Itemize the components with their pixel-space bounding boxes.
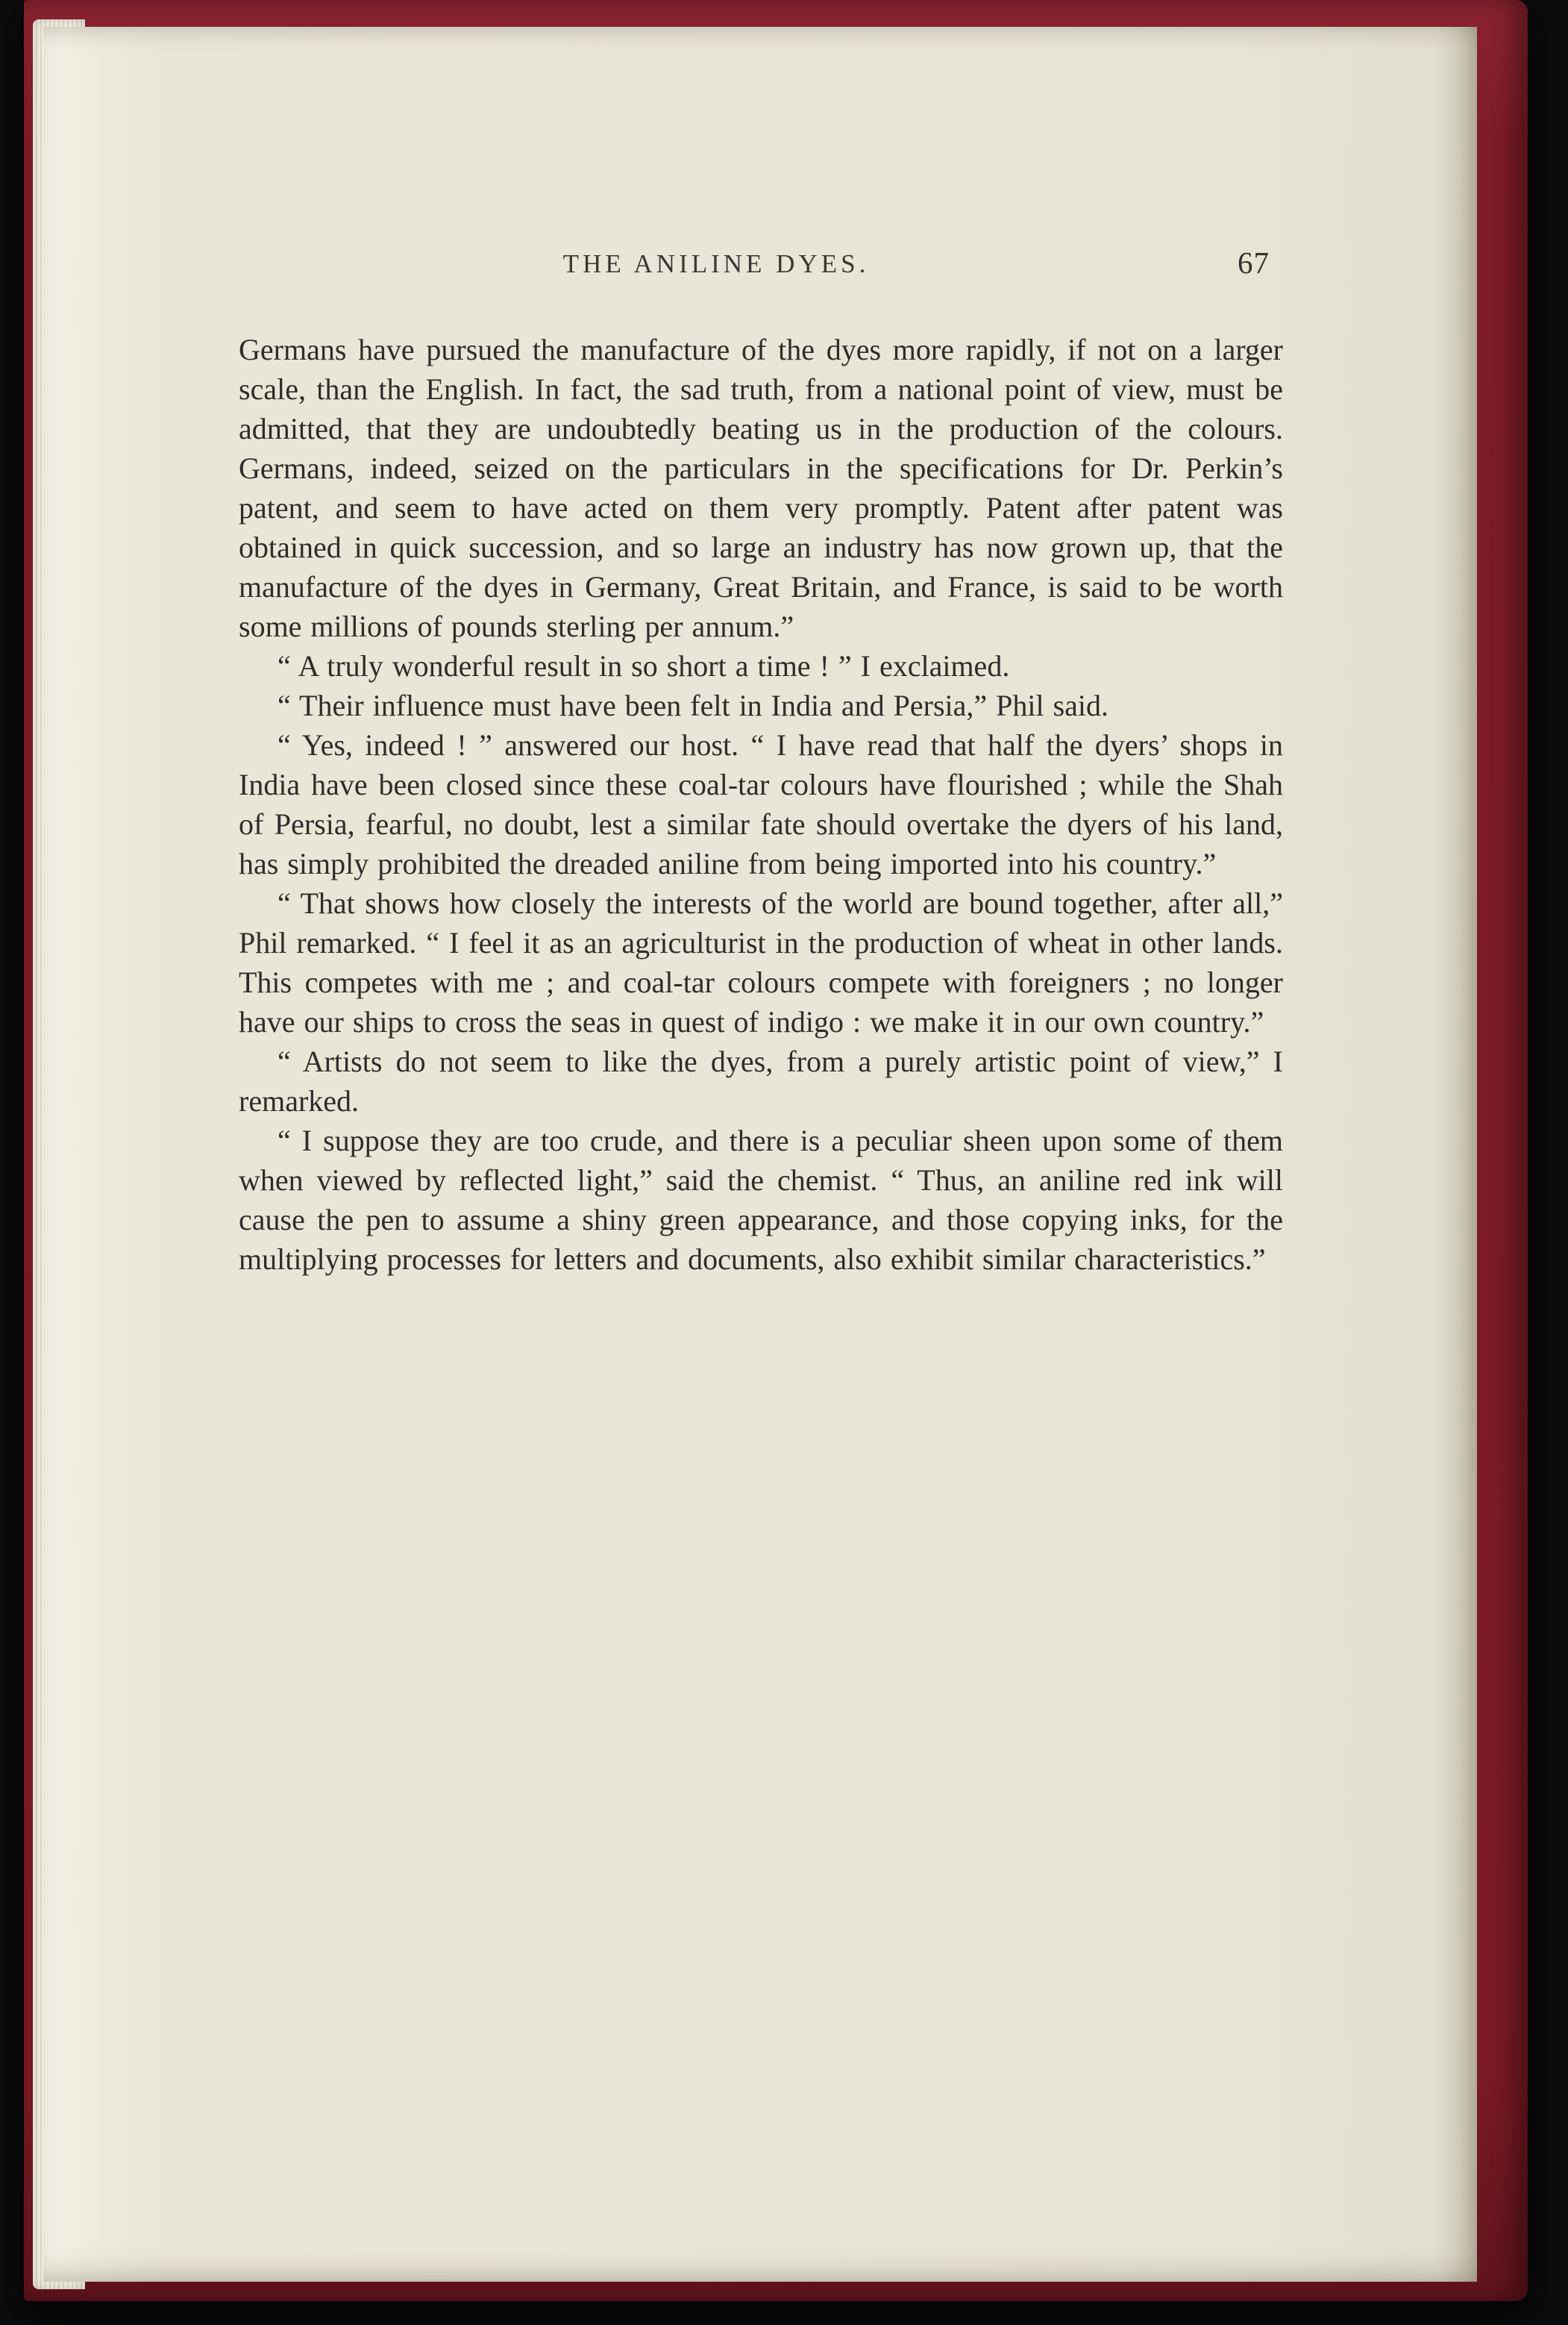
- paragraph: “ I suppose they are too crude, and there is a peculiar sheen upon some of them when viewed by reflected light,” said the chemist. “ Thus, an aniline red ink will cause the pen to assume a shiny green appearance, and those copying inks, for the multiplying processes for letters and documents, also exhibit similar characteristics.”: [239, 1124, 1283, 1276]
- running-title: THE ANILINE DYES.: [562, 249, 870, 278]
- paragraph: “ Yes, indeed ! ” answered our host. “ I have read that half the dyers’ shops in India have been closed since these coal-tar colours have flourished ; while the Shah of Persia, fearful, no doubt, lest a similar fate should overtake the dyers of his land, has simply prohibited the dreaded aniline from being imported into his country.”: [239, 728, 1283, 880]
- paragraph: “ A truly wonderful result in so short a time ! ” I exclaimed.: [277, 649, 1010, 683]
- book-page: [43, 27, 1477, 2282]
- paragraph: “ Their influence must have been felt in India and Persia,” Phil said.: [277, 689, 1109, 722]
- page-number: 67: [1238, 245, 1270, 280]
- page-header: [239, 245, 1283, 292]
- paragraph: Germans have pursued the manufacture of the dyes more rapidly, if not on a larger scale, than the English. In fact, the sad truth, from a national point of view, must be admitted, that they are undoubtedly beating us in the production of the colours. Germans, indeed, seized on the particulars in the specifications for Dr. Perkin’s patent, and seem to have acted on them very promptly. Patent after patent was obtained in quick succession, and so large an industry has now grown up, that the manufacture of the dyes in Germany, Great Britain, and France, is said to be worth some millions of pounds sterling per annum.”: [239, 333, 1283, 643]
- paragraph: “ Artists do not seem to like the dyes, from a purely artistic point of view,” I remarked.: [239, 1045, 1283, 1118]
- text-block: [239, 245, 1283, 1279]
- body-text: [239, 330, 1283, 1279]
- paragraph: “ That shows how closely the interests of the world are bound together, after all,” Phil remarked. “ I feel it as an agriculturist in the production of wheat in other lands. This competes with me ; and coal-tar colours compete with foreigners ; no longer have our ships to cross the seas in quest of indigo : we make it in our own country.”: [239, 886, 1283, 1039]
